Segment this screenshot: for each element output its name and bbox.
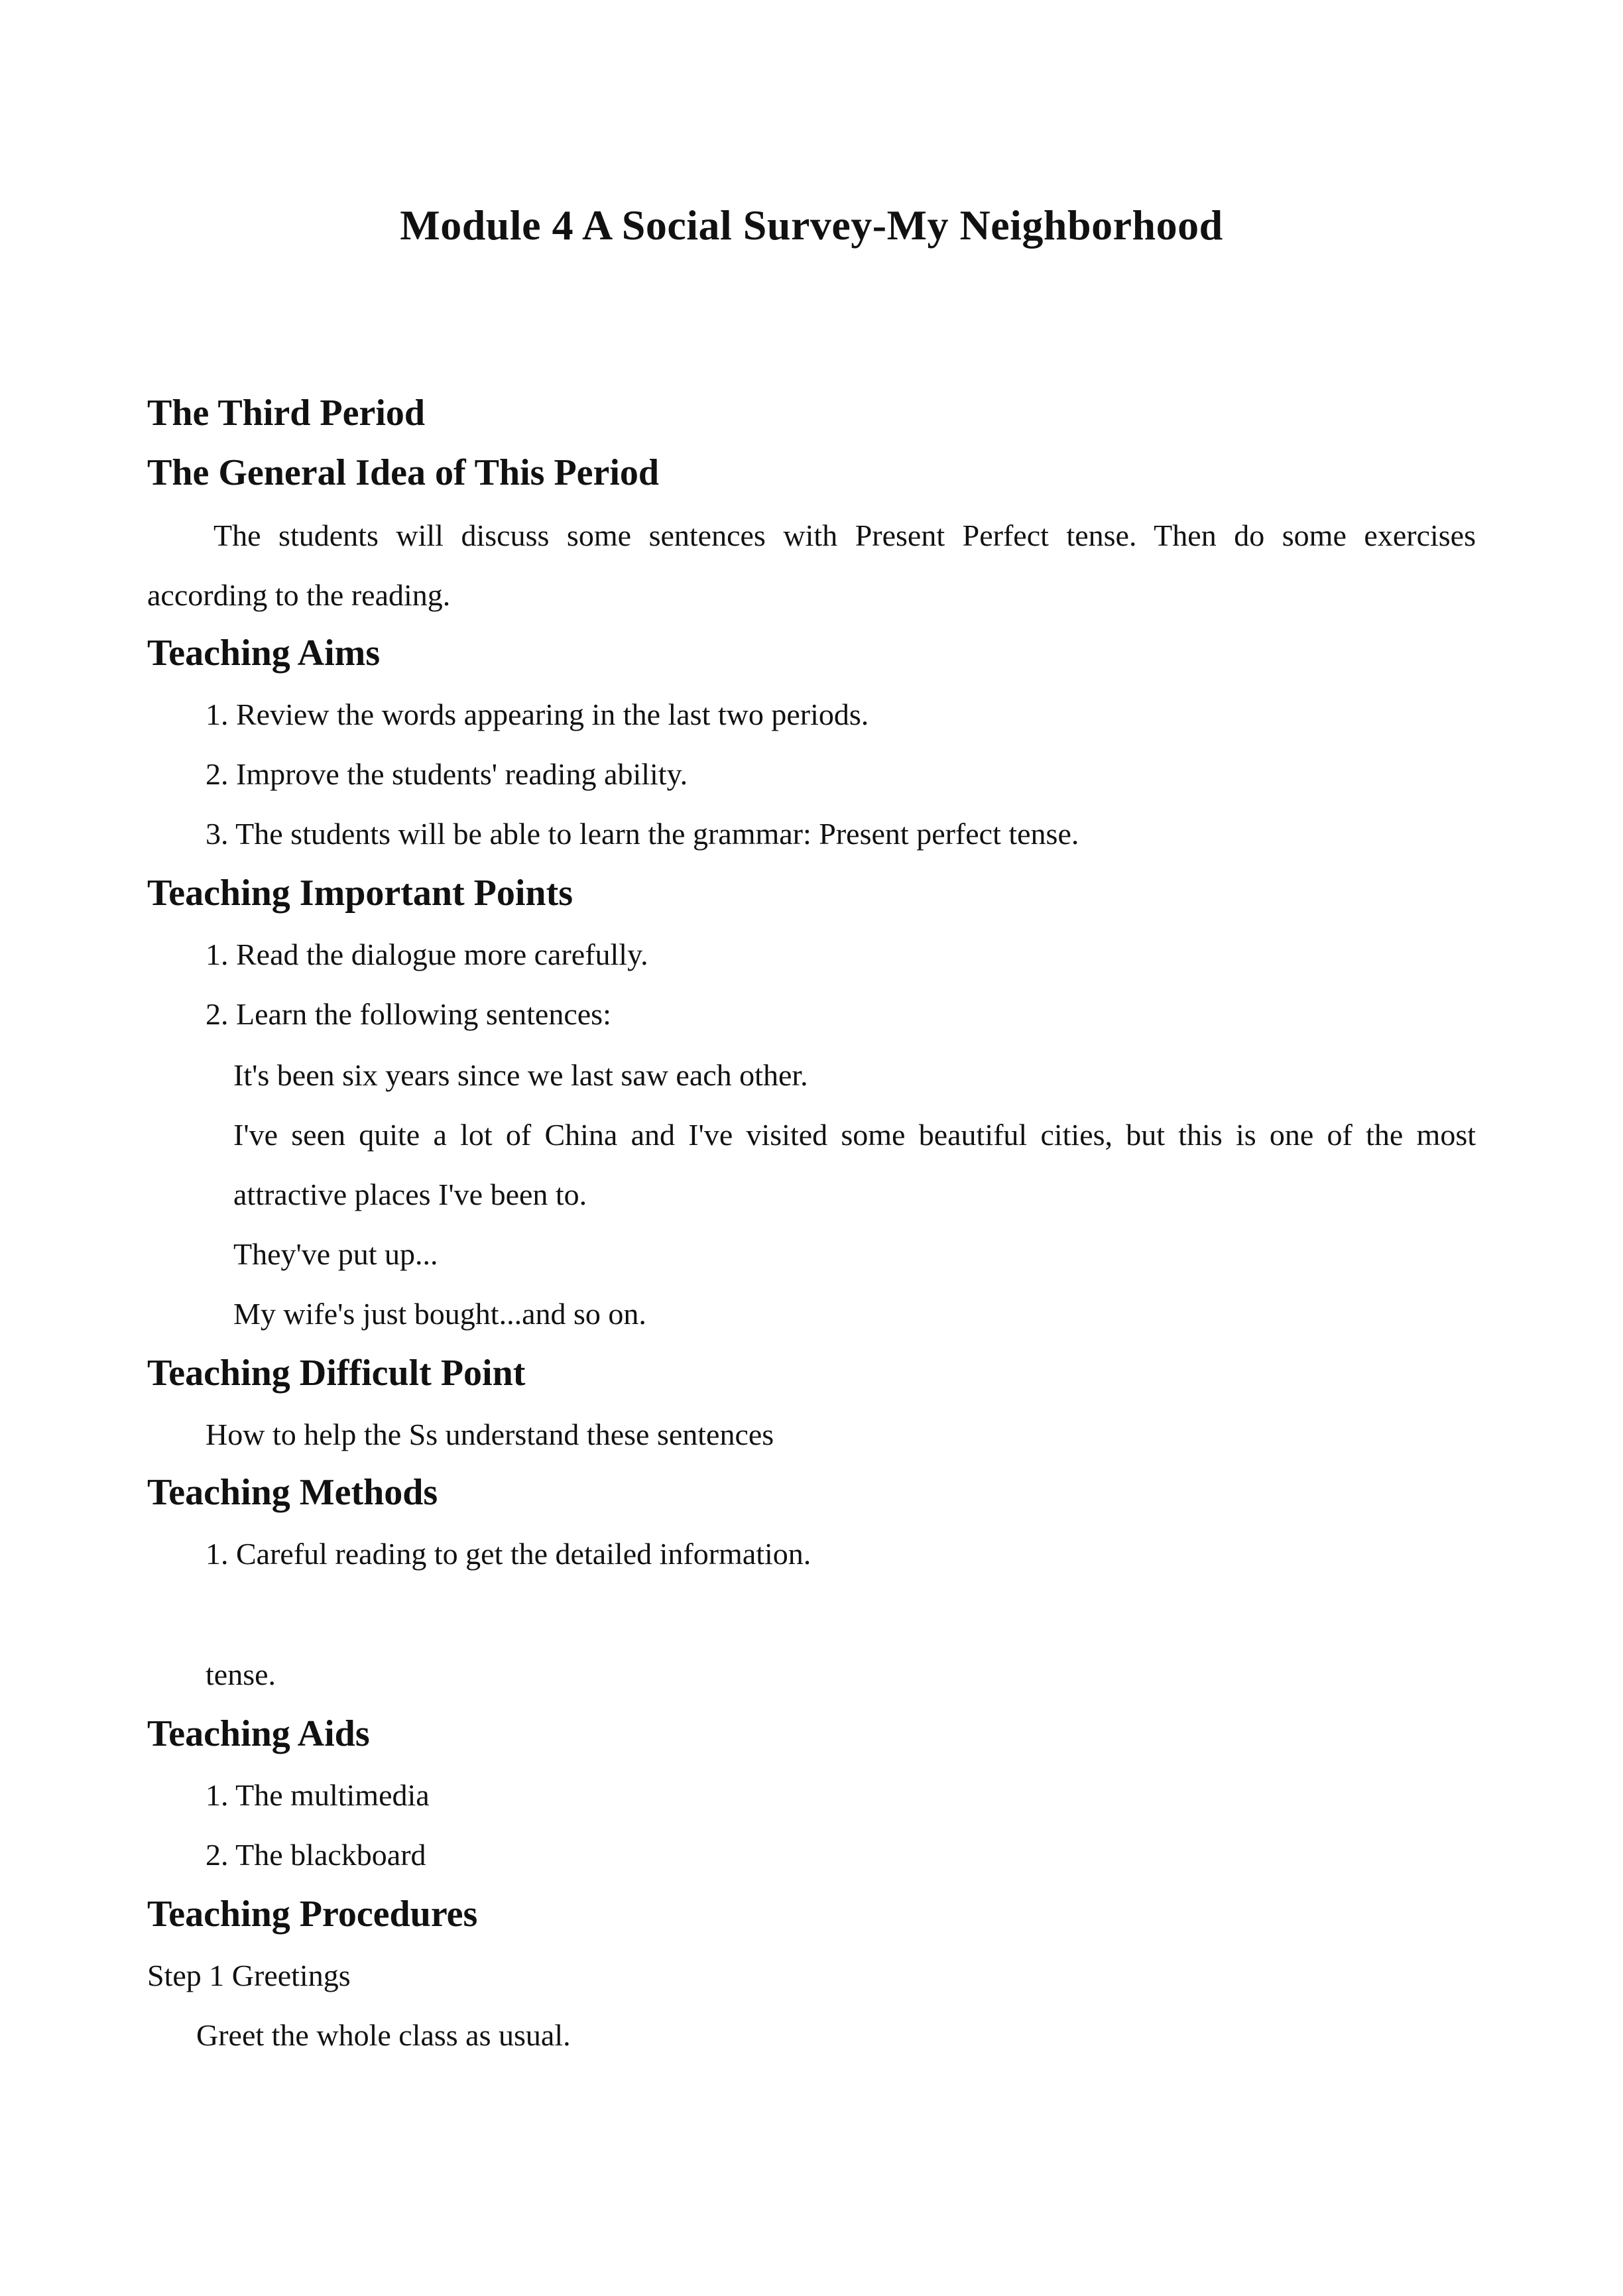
document-title: Module 4 A Social Survey-My Neighborhood — [400, 202, 1223, 249]
methods-item-1: 1. Careful reading to get the detailed information. — [206, 1537, 812, 1571]
step-1-text: Greet the whole class as usual. — [196, 2018, 571, 2052]
teaching-procedures-heading: Teaching Procedures — [147, 1894, 478, 1935]
general-idea-line-2: according to the reading. — [147, 578, 451, 612]
aims-item-2: 2. Improve the students' reading ability. — [206, 757, 688, 791]
general-idea-heading: The General Idea of This Period — [147, 452, 660, 493]
difficult-point-heading: Teaching Difficult Point — [147, 1353, 526, 1394]
aims-item-3: 3. The students will be able to learn the grammar: Present perfect tense. — [206, 817, 1079, 851]
aids-item-2: 2. The blackboard — [206, 1838, 426, 1872]
teaching-aims-heading: Teaching Aims — [147, 633, 381, 674]
aims-item-1: 1. Review the words appearing in the last two periods. — [206, 697, 869, 731]
important-points-item-2: 2. Learn the following sentences: — [206, 997, 611, 1031]
sentence-4: My wife's just bought...and so on. — [233, 1297, 646, 1331]
general-idea-line-1: The students will discuss some sentences with Present Perfect tense. Then do some exercises — [213, 518, 1476, 552]
sentence-3: They've put up... — [233, 1237, 438, 1271]
sentence-2-line-2: attractive places I've been to. — [233, 1178, 587, 1211]
period-heading: The Third Period — [147, 393, 426, 434]
teaching-aids-heading: Teaching Aids — [147, 1713, 370, 1754]
difficult-point-text: How to help the Ss understand these sentences — [206, 1418, 774, 1451]
important-points-item-1: 1. Read the dialogue more carefully. — [206, 937, 648, 971]
sentence-1: It's been six years since we last saw each other. — [233, 1058, 808, 1092]
important-points-heading: Teaching Important Points — [147, 873, 573, 914]
sentence-2-line-1: I've seen quite a lot of China and I've visited some beautiful cities, but this is one of the most — [233, 1118, 1476, 1152]
step-1-title: Step 1 Greetings — [147, 1959, 351, 1992]
teaching-methods-heading: Teaching Methods — [147, 1472, 438, 1513]
aids-item-1: 1. The multimedia — [206, 1778, 430, 1812]
methods-fragment: tense. — [206, 1658, 276, 1691]
